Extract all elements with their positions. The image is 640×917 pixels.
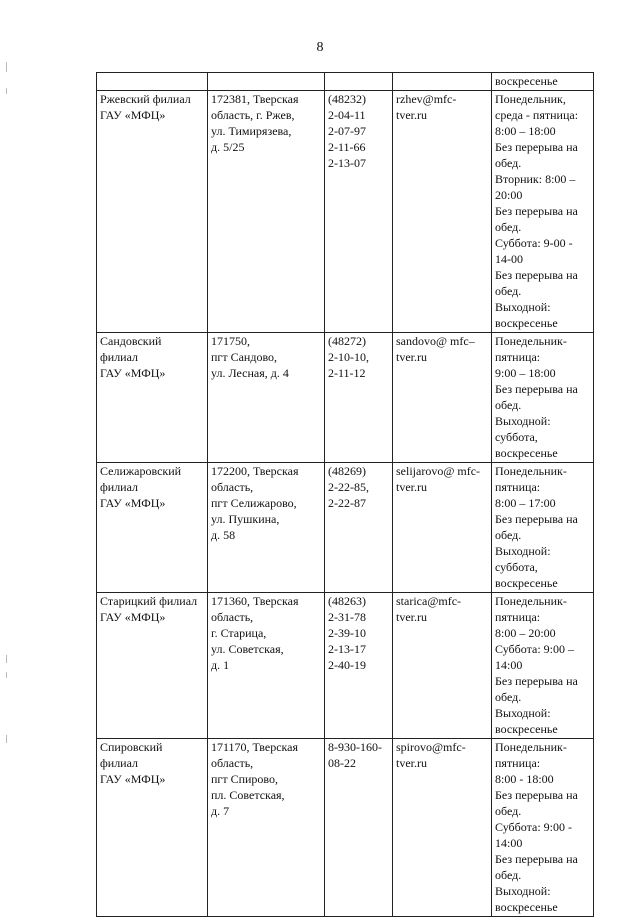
hours-line: 8:00 – 20:00 bbox=[495, 626, 556, 640]
phone-line: 8-930-160- bbox=[328, 740, 382, 754]
hours-line: Понедельник- bbox=[495, 740, 567, 754]
address-line: 172381, Тверская bbox=[211, 92, 299, 106]
email-line: starica@mfc- bbox=[396, 594, 462, 608]
address-line: 171170, Тверская bbox=[211, 740, 299, 754]
phone-line: 2-40-19 bbox=[328, 658, 366, 672]
email-line: rzhev@mfc- bbox=[396, 92, 457, 106]
hours-line: 14:00 bbox=[495, 836, 523, 850]
email-line: tver.ru bbox=[396, 350, 427, 364]
phone-line: 2-04-11 bbox=[328, 108, 366, 122]
address-line: д. 58 bbox=[211, 528, 236, 542]
table-row bbox=[97, 91, 594, 333]
phone-cell bbox=[325, 333, 393, 463]
phone-cell bbox=[325, 91, 393, 333]
name-line: филиал bbox=[100, 350, 139, 364]
hours-line: 8:00 – 17:00 bbox=[495, 496, 556, 510]
address-line: ул. Советская, bbox=[211, 642, 284, 656]
hours-line: 8:00 – 18:00 bbox=[495, 124, 556, 138]
phone-line: 2-11-12 bbox=[328, 366, 366, 380]
name-line: филиал bbox=[100, 756, 139, 770]
address-line: 171360, Тверская bbox=[211, 594, 299, 608]
phone-line: (48232) bbox=[328, 92, 366, 106]
address-line: г. Старица, bbox=[211, 626, 267, 640]
hours-line: Понедельник- bbox=[495, 334, 567, 348]
email-line: tver.ru bbox=[396, 610, 427, 624]
hours-line: 9:00 – 18:00 bbox=[495, 366, 556, 380]
phone-line: 2-10-10, bbox=[328, 350, 369, 364]
hours-line: обед. bbox=[495, 398, 522, 412]
address-line: д. 1 bbox=[211, 658, 230, 672]
address-line: ул. Тимирязева, bbox=[211, 124, 292, 138]
branches-table bbox=[96, 72, 594, 917]
name-line: ГАУ «МФЦ» bbox=[100, 366, 166, 380]
email-line: selijarovo@ mfc- bbox=[396, 464, 481, 478]
hours-line: обед. bbox=[495, 156, 522, 170]
hours-cell bbox=[492, 73, 594, 91]
hours-line: Без перерыва на bbox=[495, 674, 578, 688]
email-line: tver.ru bbox=[396, 108, 427, 122]
hours-line: обед. bbox=[495, 690, 522, 704]
email-cell bbox=[393, 333, 492, 463]
name-line: Селижаровский bbox=[100, 464, 182, 478]
hours-line: воскресенье bbox=[495, 900, 558, 914]
name-line: филиал bbox=[100, 480, 139, 494]
address-cell bbox=[208, 91, 325, 333]
scan-margin-marks bbox=[6, 0, 10, 905]
hours-line: суббота, bbox=[495, 430, 538, 444]
hours-line: Без перерыва на bbox=[495, 852, 578, 866]
email-line: tver.ru bbox=[396, 756, 427, 770]
hours-cell bbox=[492, 463, 594, 593]
address-line: 172200, Тверская bbox=[211, 464, 299, 478]
table-row bbox=[97, 463, 594, 593]
name-line: Ржевский филиал bbox=[100, 92, 191, 106]
hours-line: обед. bbox=[495, 284, 522, 298]
hours-line: Без перерыва на bbox=[495, 512, 578, 526]
name-line: ГАУ «МФЦ» bbox=[100, 108, 166, 122]
address-line: д. 5/25 bbox=[211, 140, 245, 154]
hours-line: 8:00 - 18:00 bbox=[495, 772, 554, 786]
table-row-continuation bbox=[97, 73, 594, 91]
address-cell bbox=[208, 593, 325, 739]
address-line: д. 7 bbox=[211, 804, 230, 818]
hours-line: Понедельник- bbox=[495, 464, 567, 478]
address-line: пл. Советская, bbox=[211, 788, 285, 802]
hours-line: воскресенье bbox=[495, 576, 558, 590]
hours-line: Без перерыва на bbox=[495, 268, 578, 282]
address-line: область, г. Ржев, bbox=[211, 108, 295, 122]
hours-cell bbox=[492, 333, 594, 463]
phone-line: 2-22-87 bbox=[328, 496, 366, 510]
hours-line: пятница: bbox=[495, 756, 541, 770]
phone-cell bbox=[325, 739, 393, 917]
address-line: область, bbox=[211, 756, 254, 770]
hours-cell bbox=[492, 91, 594, 333]
hours-line: суббота, bbox=[495, 560, 538, 574]
hours-line: Выходной: bbox=[495, 884, 551, 898]
phone-line: (48269) bbox=[328, 464, 366, 478]
address-line: 171750, bbox=[211, 334, 250, 348]
name-line: ГАУ «МФЦ» bbox=[100, 610, 166, 624]
name-cell bbox=[97, 463, 208, 593]
hours-line: обед. bbox=[495, 220, 522, 234]
name-line: ГАУ «МФЦ» bbox=[100, 772, 166, 786]
table-row bbox=[97, 333, 594, 463]
address-line: область, bbox=[211, 610, 254, 624]
address-cell bbox=[208, 73, 325, 91]
email-cell bbox=[393, 91, 492, 333]
hours-line: Суббота: 9:00 - bbox=[495, 820, 572, 834]
hours-line: 14:00 bbox=[495, 658, 523, 672]
hours-cell bbox=[492, 739, 594, 917]
address-line: ул. Пушкина, bbox=[211, 512, 280, 526]
hours-cell bbox=[492, 593, 594, 739]
hours-line: 14-00 bbox=[495, 252, 523, 266]
hours-line: Понедельник, bbox=[495, 92, 566, 106]
hours-line: Суббота: 9-00 - bbox=[495, 236, 573, 250]
hours-line: Выходной: bbox=[495, 706, 551, 720]
page-number: 8 bbox=[316, 40, 324, 55]
hours-line: воскресенье bbox=[495, 446, 558, 460]
phone-line: 2-13-07 bbox=[328, 156, 366, 170]
hours-line: Понедельник- bbox=[495, 594, 567, 608]
table-row bbox=[97, 593, 594, 739]
email-cell bbox=[393, 593, 492, 739]
phone-line: 2-31-78 bbox=[328, 610, 366, 624]
phone-line: 2-22-85, bbox=[328, 480, 369, 494]
address-cell bbox=[208, 739, 325, 917]
phone-line: 08-22 bbox=[328, 756, 356, 770]
phone-line: (48272) bbox=[328, 334, 366, 348]
name-line: ГАУ «МФЦ» bbox=[100, 496, 166, 510]
hours-line: Без перерыва на bbox=[495, 140, 578, 154]
hours-line: обед. bbox=[495, 804, 522, 818]
hours-line: воскресенье bbox=[495, 722, 558, 736]
hours-line: обед. bbox=[495, 528, 522, 542]
phone-cell bbox=[325, 593, 393, 739]
email-line: tver.ru bbox=[396, 480, 427, 494]
phone-line: 2-13-17 bbox=[328, 642, 366, 656]
table-row bbox=[97, 739, 594, 917]
address-line: область, bbox=[211, 480, 254, 494]
address-cell bbox=[208, 463, 325, 593]
email-cell bbox=[393, 73, 492, 91]
email-line: spirovo@mfc- bbox=[396, 740, 466, 754]
name-line: Старицкий филиал bbox=[100, 594, 198, 608]
phone-line: 2-11-66 bbox=[328, 140, 366, 154]
phone-line: (48263) bbox=[328, 594, 366, 608]
hours-line: 20:00 bbox=[495, 188, 523, 202]
hours-line: Без перерыва на bbox=[495, 788, 578, 802]
hours-line: пятница: bbox=[495, 610, 541, 624]
name-line: Сандовский bbox=[100, 334, 162, 348]
address-line: ул. Лесная, д. 4 bbox=[211, 366, 289, 380]
hours-line: среда - пятница: bbox=[495, 108, 579, 122]
hours-line: воскресенье bbox=[495, 316, 558, 330]
name-cell bbox=[97, 73, 208, 91]
hours-line: Выходной: bbox=[495, 544, 551, 558]
email-line: sandovo@ mfc– bbox=[396, 334, 475, 348]
email-cell bbox=[393, 739, 492, 917]
name-cell bbox=[97, 91, 208, 333]
hours-line: пятница: bbox=[495, 350, 541, 364]
hours-line: Выходной: bbox=[495, 414, 551, 428]
address-line: пгт Селижарово, bbox=[211, 496, 297, 510]
name-cell bbox=[97, 333, 208, 463]
hours-line: Без перерыва на bbox=[495, 204, 578, 218]
name-line: Спировский bbox=[100, 740, 163, 754]
phone-cell bbox=[325, 73, 393, 91]
hours-line: Вторник: 8:00 – bbox=[495, 172, 576, 186]
hours-line: Выходной: bbox=[495, 300, 551, 314]
phone-cell bbox=[325, 463, 393, 593]
phone-line: 2-07-97 bbox=[328, 124, 366, 138]
phone-line: 2-39-10 bbox=[328, 626, 366, 640]
hours-line: воскресенье bbox=[495, 74, 558, 88]
address-line: пгт Сандово, bbox=[211, 350, 278, 364]
name-cell bbox=[97, 739, 208, 917]
hours-line: Без перерыва на bbox=[495, 382, 578, 396]
address-cell bbox=[208, 333, 325, 463]
address-line: пгт Спирово, bbox=[211, 772, 279, 786]
hours-line: Суббота: 9:00 – bbox=[495, 642, 574, 656]
email-cell bbox=[393, 463, 492, 593]
hours-line: обед. bbox=[495, 868, 522, 882]
hours-line: пятница: bbox=[495, 480, 541, 494]
name-cell bbox=[97, 593, 208, 739]
